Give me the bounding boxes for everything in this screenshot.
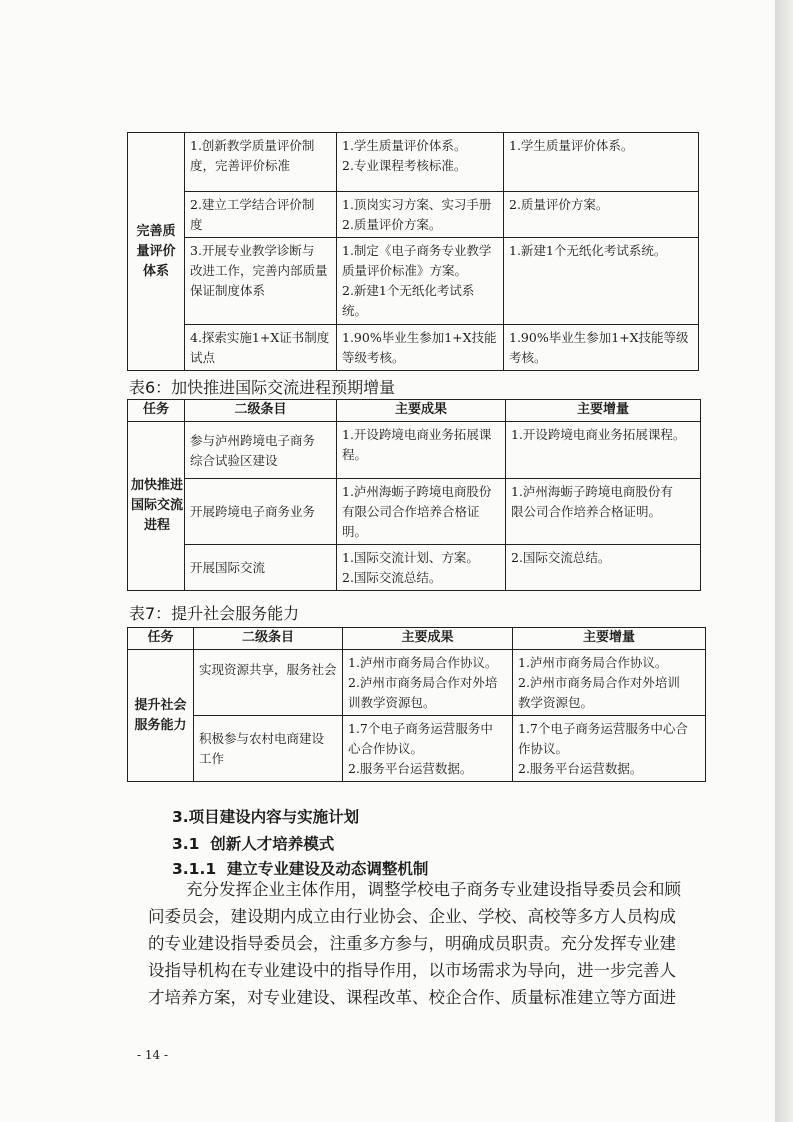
subsubsection-heading: 3.1.1 建立专业建设及动态调整机制 [172,860,429,878]
item-text: 2.建立工学结合评价制 [190,197,315,212]
item-text: 工作 [199,751,225,766]
item-cell [185,325,337,371]
item-text: 3.开展专业教学诊断与 [190,243,315,258]
paragraph-line: 问委员会，建设期内成立由行业协会、企业、学校、高校等多方人员构成 [148,907,676,926]
results-cell [337,192,504,238]
results-text: 有限公司合作培养合格证 [342,504,480,519]
body-paragraph [148,876,708,1011]
task-cell [128,422,185,591]
item-text: 度，完善评价标准 [190,158,291,173]
increment-text: 作协议。 [518,741,569,756]
results-text: 1.顶岗实习方案、实习手册 [342,197,492,212]
task-cell [128,133,185,371]
increment-text: 限公司合作培养合格证明。 [511,504,662,519]
header-item: 二级条目 [194,628,343,650]
increment-text: 教学资源包。 [518,695,594,710]
increment-text: 2.泸州市商务局合作对外培训 [518,675,680,690]
increment-text: 1.学生质量评价体系。 [509,138,634,153]
results-text: 2.新建1个无纸化考试系 [342,283,475,298]
increment-cell [504,325,699,371]
page-number: - 14 - [137,1048,169,1062]
subsection-heading: 3.1 创新人才培养模式 [172,835,335,853]
item-cell [185,192,337,238]
paragraph-line: 的专业建设指导委员会，注重多方参与，明确成员职责。充分发挥专业建 [148,934,676,953]
results-text: 1.泸州市商务局合作协议。 [348,655,498,670]
item-cell [194,716,343,782]
task-label: 完善质量评价体系 [136,223,176,279]
results-text: 统。 [342,303,368,318]
item-cell [185,545,337,591]
paragraph-line: 充分发挥企业主体作用，调整学校电子商务专业建设指导委员会和顾 [186,880,681,899]
increment-cell [513,716,706,782]
header-increment: 主要增量 [513,628,706,650]
results-text: 1.90%毕业生参加1+X技能 [342,330,497,345]
social-service-table [127,627,706,782]
international-exchange-table [127,399,701,591]
increment-text: 1.开设跨境电商业务拓展课程。 [511,427,686,442]
item-text: 积极参与农村电商建设 [199,731,325,746]
paragraph-line: 才培养方案，对专业建设、课程改革、校企合作、质量标准建立等方面进 [148,988,676,1007]
item-cell [185,422,337,479]
header-results: 主要成果 [337,400,506,422]
results-cell [343,650,513,716]
item-text: 试点 [190,350,216,365]
item-text: 度 [190,217,203,232]
results-cell [337,238,504,325]
results-text: 2.服务平台运营数据。 [348,761,473,776]
results-text: 明。 [342,524,368,539]
increment-cell [506,422,701,479]
results-cell [337,422,506,479]
increment-text: 考核。 [509,350,547,365]
header-results: 主要成果 [343,628,513,650]
item-text: 开展国际交流 [190,560,266,575]
header-increment: 主要增量 [506,400,701,422]
quality-evaluation-table [127,132,699,371]
increment-text: 1.泸州市商务局合作协议。 [518,655,668,670]
header-task: 任务 [128,628,194,650]
item-cell [185,133,337,192]
results-cell [337,325,504,371]
increment-cell [513,650,706,716]
results-text: 程。 [342,447,368,462]
results-text: 1.7个电子商务运营服务中 [348,721,493,736]
increment-text: 1.7个电子商务运营服务中心合 [518,721,688,736]
increment-cell [504,192,699,238]
header-task: 任务 [128,400,185,422]
results-text: 1.国际交流计划、方案。 [342,550,479,565]
item-text: 实现资源共享，服务社会 [199,662,337,677]
results-text: 2.质量评价方案。 [342,217,442,232]
section-heading: 3.项目建设内容与实施计划 [172,808,360,826]
increment-text: 1.90%毕业生参加1+X技能等级 [509,330,689,345]
increment-cell [504,133,699,192]
increment-text: 2.质量评价方案。 [509,197,609,212]
task-label: 提升社会服务能力 [134,697,187,733]
item-text: 综合试验区建设 [190,452,278,468]
results-text: 训教学资源包。 [348,695,436,710]
item-cell [185,479,337,545]
scan-edge [775,0,793,1122]
increment-cell [506,545,701,591]
results-text: 1.学生质量评价体系。 [342,138,467,153]
increment-cell [504,238,699,325]
results-text: 2.专业课程考核标准。 [342,158,467,173]
item-cell [194,650,343,716]
increment-text: 1.泸州海蛎子跨境电商股份有 [511,484,673,499]
item-cell [185,238,337,325]
results-text: 质量评价标准》方案。 [342,263,468,278]
task-cell [128,650,194,782]
paragraph-line: 设指导机构在专业建设中的指导作用，以市场需求为导向，进一步完善人 [148,961,676,980]
results-text: 等级考核。 [342,350,405,365]
results-cell [343,716,513,782]
results-text: 心合作协议。 [348,741,424,756]
task-label: 加快推进国际交流进程 [131,478,184,533]
item-text: 参与泸州跨境电子商务 [190,432,316,448]
results-text: 1.开设跨境电商业务拓展课 [342,427,492,442]
results-cell [337,545,506,591]
increment-text: 2.服务平台运营数据。 [518,761,643,776]
results-text: 2.泸州市商务局合作对外培 [348,675,498,690]
results-text: 1.泸州海蛎子跨境电商股份 [342,484,492,499]
item-text: 改进工作，完善内部质量 [190,263,328,278]
item-text: 1.创新教学质量评价制 [190,138,315,153]
increment-text: 1.新建1个无纸化考试系统。 [509,243,667,258]
increment-text: 2.国际交流总结。 [511,550,611,565]
results-cell [337,133,504,192]
header-item: 二级条目 [185,400,337,422]
increment-cell [506,479,701,545]
results-text: 1.制定《电子商务专业教学 [342,243,492,258]
results-text: 2.国际交流总结。 [342,570,442,585]
item-text: 4.探索实施1+X证书制度 [190,330,330,345]
results-cell [337,479,506,545]
item-text: 开展跨境电子商务业务 [190,504,316,519]
table6-caption: 表6：加快推进国际交流进程预期增量 [129,378,396,397]
table7-caption: 表7：提升社会服务能力 [129,604,300,623]
item-text: 保证制度体系 [190,283,266,298]
